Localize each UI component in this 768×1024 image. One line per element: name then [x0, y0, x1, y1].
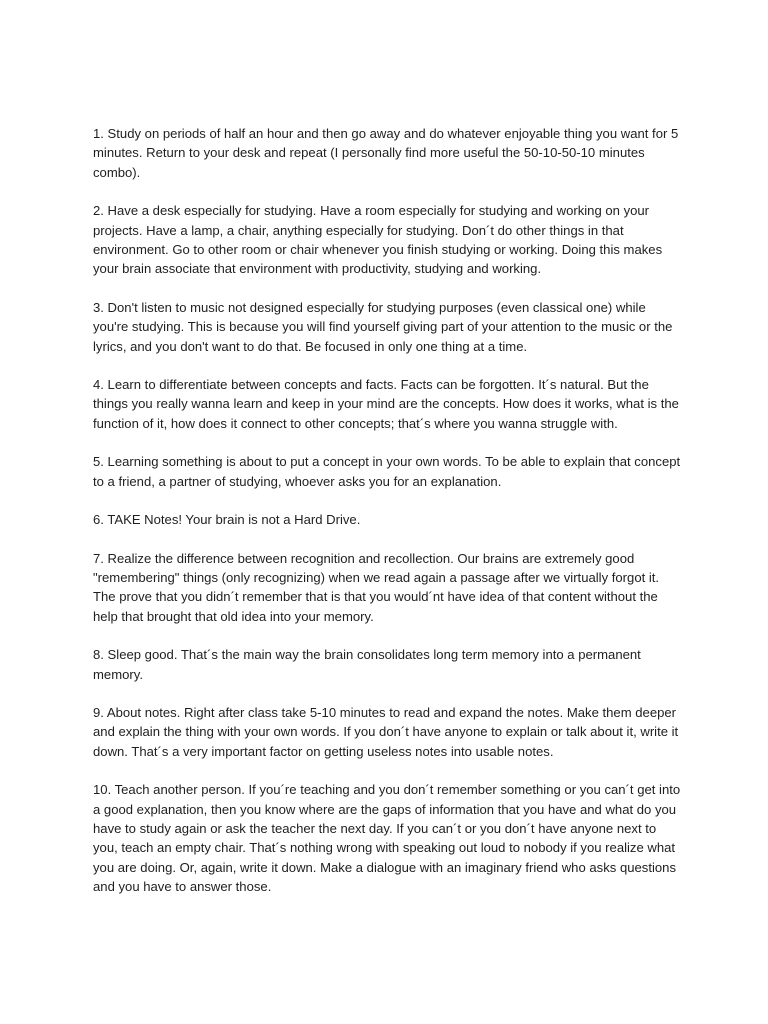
paragraph-2: 2. Have a desk especially for studying. Have a room especially for studying and working on your projects. Have a lamp, a chair, anything especially for studying. Don´t do other things in that environment. Go to other room or chair whenever you finish studying or working. Doing this makes your brain associate that environment with productivity, studying and working.: [93, 203, 663, 277]
paragraph-9: 9. About notes. Right after class take 5-10 minutes to read and expand the notes. Make them deeper and explain the thing with your own words. If you don´t have anyone to explain or talk about it, write it down. That´s a very important factor on getting useless notes into usable notes.: [93, 704, 679, 759]
paragraph-3: 3. Don't listen to music not designed especially for studying purposes (even classical one) while you're studying. This is because you will find yourself giving part of your attention to the music or the lyrics, and you don't want to do that. Be focused in only one thing at a time.: [93, 299, 673, 354]
paragraph-10: 10. Teach another person. If you´re teaching and you don´t remember something or you can´t get into a good explanation, then you know where are the gaps of information that you have and what do you have to study again or ask the teacher the next day. If you can´t or you don´t have anyone next to you, teach an empty chair. That´s nothing wrong with speaking out loud to nobody if you realize what you are doing. Or, again, write it down. Make a dialogue with an imaginary friend who asks questions and you have to answer those.: [93, 782, 681, 895]
paragraph-5: 5. Learning something is about to put a concept in your own words. To be able to explain that concept to a friend, a partner of studying, whoever asks you for an explanation.: [93, 454, 681, 489]
paragraph-6: 6. TAKE Notes! Your brain is not a Hard Drive.: [93, 512, 361, 528]
paragraph-1: 1. Study on periods of half an hour and then go away and do whatever enjoyable thing you want for 5 minutes. Return to your desk and repeat (I personally find more useful the 50-10-50-10 minutes combo).: [93, 126, 679, 180]
paragraph-7: 7. Realize the difference between recognition and recollection. Our brains are extremely good "remembering" things (only recognizing) when we read again a passage after we virtually forgot it. The prove that you didn´t remember that is that you would´nt have idea of that content without the help that brought that old idea into your memory.: [93, 550, 660, 624]
paragraph-4: 4. Learn to differentiate between concepts and facts. Facts can be forgotten. It´s natural. But the things you really wanna learn and keep in your mind are the concepts. How does it works, what is the function of it, how does it connect to other concepts; that´s where you wanna struggle with.: [93, 377, 679, 431]
document-body: [93, 124, 683, 916]
paragraph-8: 8. Sleep good. That´s the main way the brain consolidates long term memory into a permanent memory.: [93, 647, 641, 682]
